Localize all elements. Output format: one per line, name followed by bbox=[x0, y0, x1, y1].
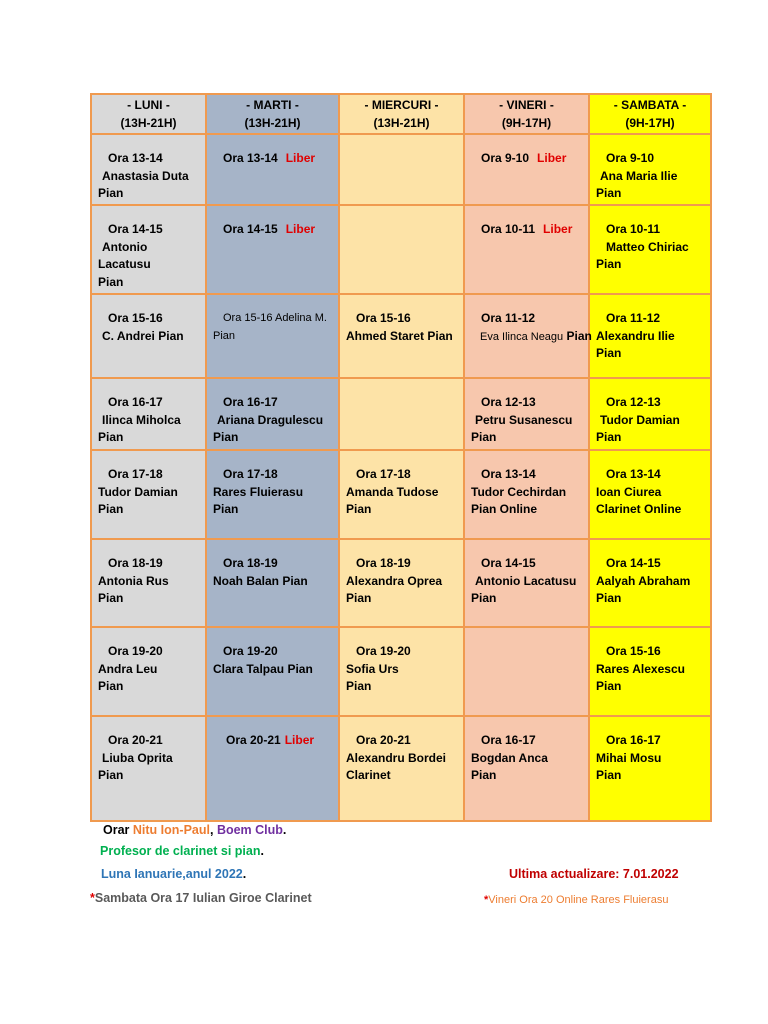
note-saturday-text: Sambata Ora 17 Iulian Giroe Clarinet bbox=[94, 891, 312, 905]
slot-sambata bbox=[589, 716, 711, 821]
header-hours-luni: (13H-21H) bbox=[120, 115, 177, 130]
slot-student: Ahmed Staret Pian bbox=[346, 328, 453, 343]
slot-miercuri-empty bbox=[339, 378, 464, 450]
slot-sambata bbox=[589, 539, 711, 627]
slot-instrument: Pian bbox=[98, 591, 124, 605]
slot-student: Ioan Ciurea bbox=[596, 484, 662, 499]
header-luni bbox=[91, 94, 206, 134]
slot-time: Ora 13-14 bbox=[481, 467, 536, 481]
footer-note-saturday bbox=[90, 891, 312, 905]
slot-instrument: Pian bbox=[98, 274, 124, 289]
slot-student: Tudor Cechirdan bbox=[471, 484, 567, 499]
slot-student: Andra Leu bbox=[98, 661, 158, 676]
table-row bbox=[91, 378, 711, 450]
header-day-miercuri: - MIERCURI - bbox=[364, 98, 439, 112]
slot-marti bbox=[206, 716, 339, 821]
slot-luni bbox=[91, 450, 206, 539]
asterisk: * bbox=[90, 891, 95, 905]
slot-student: C. Andrei Pian bbox=[102, 328, 184, 343]
slot-instrument: Pian bbox=[98, 430, 124, 444]
slot-student: Bogdan Anca bbox=[471, 750, 548, 765]
slot-student: Ana Maria Ilie bbox=[600, 168, 678, 183]
slot-time bbox=[213, 150, 334, 168]
slot-instrument: Pian bbox=[596, 346, 622, 360]
slot-free-status: Liber bbox=[285, 222, 316, 236]
slot-time-text: Ora 20-21 bbox=[226, 733, 281, 747]
table-row bbox=[91, 294, 711, 378]
slot-time: Ora 14-15 bbox=[606, 556, 661, 570]
slot-time bbox=[213, 732, 334, 750]
slot-time: Ora 16-17 bbox=[223, 395, 278, 409]
slot-time: Ora 17-18 bbox=[223, 467, 278, 481]
slot-vineri-empty bbox=[464, 627, 589, 716]
slot-time: Ora 12-13 bbox=[481, 395, 536, 409]
slot-time bbox=[471, 221, 584, 239]
header-hours-sambata: (9H-17H) bbox=[625, 115, 675, 130]
slot-time bbox=[471, 150, 584, 168]
slot-time: Ora 15-16 Adelina M. bbox=[223, 312, 327, 324]
club-name: Boem Club bbox=[216, 823, 283, 837]
slot-time-text: Ora 10-11 bbox=[481, 222, 536, 236]
header-miercuri bbox=[339, 94, 464, 134]
slot-time: Ora 18-19 bbox=[223, 556, 278, 570]
slot-time: Ora 16-17 bbox=[481, 733, 536, 747]
slot-time: Ora 13-14 bbox=[606, 467, 661, 481]
slot-miercuri bbox=[339, 539, 464, 627]
slot-miercuri bbox=[339, 716, 464, 821]
slot-time: Ora 15-16 bbox=[108, 311, 163, 325]
slot-instrument: Pian bbox=[346, 502, 372, 516]
table-row bbox=[91, 205, 711, 294]
slot-miercuri bbox=[339, 627, 464, 716]
slot-vineri bbox=[464, 539, 589, 627]
slot-time: Ora 9-10 bbox=[606, 151, 655, 165]
header-hours-vineri: (9H-17H) bbox=[501, 115, 552, 130]
slot-student: Liuba Oprita bbox=[102, 750, 173, 765]
slot-student: Amanda Tudose bbox=[346, 484, 439, 499]
asterisk: * bbox=[484, 894, 489, 906]
slot-student: Petru Susanescu bbox=[475, 412, 573, 427]
table-row bbox=[91, 450, 711, 539]
slot-time: Ora 18-19 bbox=[108, 556, 163, 570]
slot-student: Ariana Dragulescu bbox=[217, 412, 324, 427]
slot-sambata bbox=[589, 294, 711, 378]
slot-instrument: Pian Online bbox=[471, 502, 538, 516]
footer-period bbox=[101, 867, 246, 881]
header-day-marti: - MARTI - bbox=[246, 98, 299, 112]
slot-marti bbox=[206, 627, 339, 716]
slot-student: Mihai Mosu bbox=[596, 750, 662, 765]
slot-time: Ora 14-15 bbox=[108, 222, 163, 236]
footer-profession bbox=[100, 844, 264, 858]
slot-sambata bbox=[589, 627, 711, 716]
slot-student: Clara Talpau Pian bbox=[213, 661, 313, 676]
slot-time: Ora 17-18 bbox=[356, 467, 411, 481]
header-marti bbox=[206, 94, 339, 134]
slot-instrument: Pian bbox=[98, 502, 124, 516]
slot-luni bbox=[91, 134, 206, 205]
slot-instrument: Clarinet bbox=[346, 768, 391, 782]
table-row bbox=[91, 539, 711, 627]
slot-time: Ora 14-15 bbox=[481, 556, 536, 570]
slot-instrument: Pian bbox=[213, 502, 239, 516]
dot: . bbox=[260, 844, 264, 858]
slot-time: Ora 11-12 bbox=[606, 311, 661, 325]
profession-text: Profesor de clarinet si pian bbox=[100, 844, 261, 858]
slot-student-name: Eva Ilinca Neagu bbox=[480, 330, 564, 343]
slot-luni bbox=[91, 378, 206, 450]
slot-student: Sofia Urs bbox=[346, 661, 399, 676]
header-sambata bbox=[589, 94, 711, 134]
schedule-table bbox=[90, 93, 712, 822]
dot: . bbox=[282, 823, 287, 837]
slot-student: Antonio Lacatusu bbox=[475, 573, 577, 588]
slot-student: Aalyah Abraham bbox=[596, 573, 691, 588]
slot-miercuri-empty bbox=[339, 205, 464, 294]
slot-time-text: Ora 9-10 bbox=[481, 151, 530, 165]
slot-student: Matteo Chiriac bbox=[606, 239, 689, 254]
slot-instrument: Pian bbox=[596, 768, 622, 782]
slot-time: Ora 15-16 bbox=[606, 644, 661, 658]
slot-time: Ora 20-21 bbox=[356, 733, 411, 747]
header-hours-miercuri: (13H-21H) bbox=[373, 115, 430, 130]
slot-time: Ora 16-17 bbox=[606, 733, 661, 747]
slot-student: Alexandra Oprea bbox=[346, 573, 443, 588]
slot-vineri bbox=[464, 294, 592, 378]
slot-instrument: Clarinet Online bbox=[596, 502, 682, 516]
slot-instrument: Pian bbox=[346, 591, 372, 605]
slot-instrument: Pian bbox=[596, 186, 622, 200]
slot-student: Alexandru Ilie bbox=[596, 328, 675, 343]
slot-sambata bbox=[589, 134, 711, 205]
slot-time: Ora 19-20 bbox=[108, 644, 163, 658]
slot-marti bbox=[206, 205, 339, 294]
slot-marti bbox=[206, 294, 339, 378]
slot-time: Ora 16-17 bbox=[108, 395, 163, 409]
slot-time: Ora 19-20 bbox=[356, 644, 411, 658]
slot-instrument: Pian bbox=[346, 679, 372, 693]
slot-miercuri bbox=[339, 294, 464, 378]
slot-time-text: Ora 13-14 bbox=[223, 151, 278, 165]
slot-sambata bbox=[589, 450, 711, 539]
slot-free-status: Liber bbox=[543, 222, 573, 236]
header-row bbox=[91, 94, 711, 134]
teacher-name: Nitu Ion-Paul bbox=[132, 823, 210, 837]
slot-luni bbox=[91, 294, 206, 378]
slot-luni bbox=[91, 716, 206, 821]
slot-time: Ora 15-16 bbox=[356, 311, 411, 325]
slot-time-text: Ora 14-15 bbox=[223, 222, 278, 236]
slot-student: Tudor Damian bbox=[600, 412, 680, 427]
slot-time: Ora 12-13 bbox=[606, 395, 661, 409]
dot: . bbox=[242, 867, 247, 881]
note-friday-text: Vineri Ora 20 Online Rares Fluierasu bbox=[488, 894, 669, 906]
slot-free-status: Liber bbox=[537, 151, 567, 165]
table-row bbox=[91, 627, 711, 716]
slot-student: Lacatusu bbox=[98, 257, 151, 271]
slot-instrument: Pian bbox=[98, 186, 124, 200]
slot-luni bbox=[91, 205, 206, 294]
slot-student: Noah Balan Pian bbox=[213, 573, 308, 588]
slot-instrument: Pian bbox=[596, 257, 622, 271]
slot-vineri bbox=[464, 716, 589, 821]
slot-time: Ora 17-18 bbox=[108, 467, 163, 481]
slot-time: Ora 18-19 bbox=[356, 556, 411, 570]
slot-student bbox=[471, 328, 592, 347]
period-text: Luna Ianuarie,anul 2022 bbox=[101, 867, 243, 881]
slot-marti bbox=[206, 539, 339, 627]
footer-orar-line bbox=[103, 823, 286, 837]
slot-instrument: Pian bbox=[471, 768, 497, 782]
table-row bbox=[91, 716, 711, 821]
slot-time: Ora 19-20 bbox=[223, 644, 278, 658]
slot-instrument: Pian bbox=[471, 430, 497, 444]
slot-instrument: Pian bbox=[98, 768, 124, 782]
slot-vineri bbox=[464, 450, 589, 539]
slot-student: Antonio bbox=[102, 239, 148, 254]
slot-instrument: Pian bbox=[596, 430, 622, 444]
slot-sambata bbox=[589, 205, 711, 294]
slot-student: Antonia Rus bbox=[98, 573, 169, 588]
footer-last-update bbox=[509, 867, 679, 881]
slot-student: Tudor Damian bbox=[98, 484, 178, 499]
slot-luni bbox=[91, 627, 206, 716]
slot-instrument: Pian bbox=[596, 591, 622, 605]
slot-student: Rares Alexescu bbox=[596, 661, 685, 676]
slot-free-status: Liber bbox=[285, 151, 316, 165]
table-row bbox=[91, 134, 711, 205]
header-day-sambata: - SAMBATA - bbox=[613, 98, 687, 112]
slot-marti bbox=[206, 450, 339, 539]
orar-label: Orar bbox=[103, 823, 130, 837]
slot-luni bbox=[91, 539, 206, 627]
slot-student: Rares Fluierasu bbox=[213, 484, 304, 499]
slot-student: Anastasia Duta bbox=[102, 168, 189, 183]
slot-marti bbox=[206, 134, 339, 205]
slot-time bbox=[213, 221, 334, 239]
slot-instrument: Pian bbox=[471, 591, 497, 605]
slot-time: Ora 10-11 bbox=[606, 222, 661, 236]
header-hours-marti: (13H-21H) bbox=[244, 115, 301, 130]
footer-note-friday bbox=[484, 892, 668, 906]
slot-student: Ilinca Miholca bbox=[102, 412, 181, 427]
slot-instrument: Pian bbox=[213, 329, 236, 342]
header-day-luni: - LUNI - bbox=[127, 98, 170, 112]
slot-vineri bbox=[464, 134, 589, 205]
slot-time: Ora 20-21 bbox=[108, 733, 163, 747]
slot-time: Ora 13-14 bbox=[108, 151, 163, 165]
slot-sambata bbox=[589, 378, 711, 450]
slot-instrument: Pian bbox=[213, 430, 239, 444]
slot-miercuri-empty bbox=[339, 134, 464, 205]
header-vineri bbox=[464, 94, 589, 134]
comma: , bbox=[209, 823, 214, 837]
slot-free-status: Liber bbox=[284, 733, 315, 747]
slot-instrument: Pian bbox=[596, 679, 622, 693]
slot-miercuri bbox=[339, 450, 464, 539]
slot-vineri bbox=[464, 378, 589, 450]
slot-time: Ora 11-12 bbox=[481, 311, 536, 325]
header-day-vineri: - VINERI - bbox=[499, 98, 554, 112]
slot-vineri bbox=[464, 205, 589, 294]
slot-student: Alexandru Bordei bbox=[346, 750, 447, 765]
last-update-text: Ultima actualizare: 7.01.2022 bbox=[509, 867, 679, 881]
slot-instrument: Pian bbox=[98, 679, 124, 693]
slot-instrument: Pian bbox=[566, 328, 592, 343]
slot-marti bbox=[206, 378, 339, 450]
